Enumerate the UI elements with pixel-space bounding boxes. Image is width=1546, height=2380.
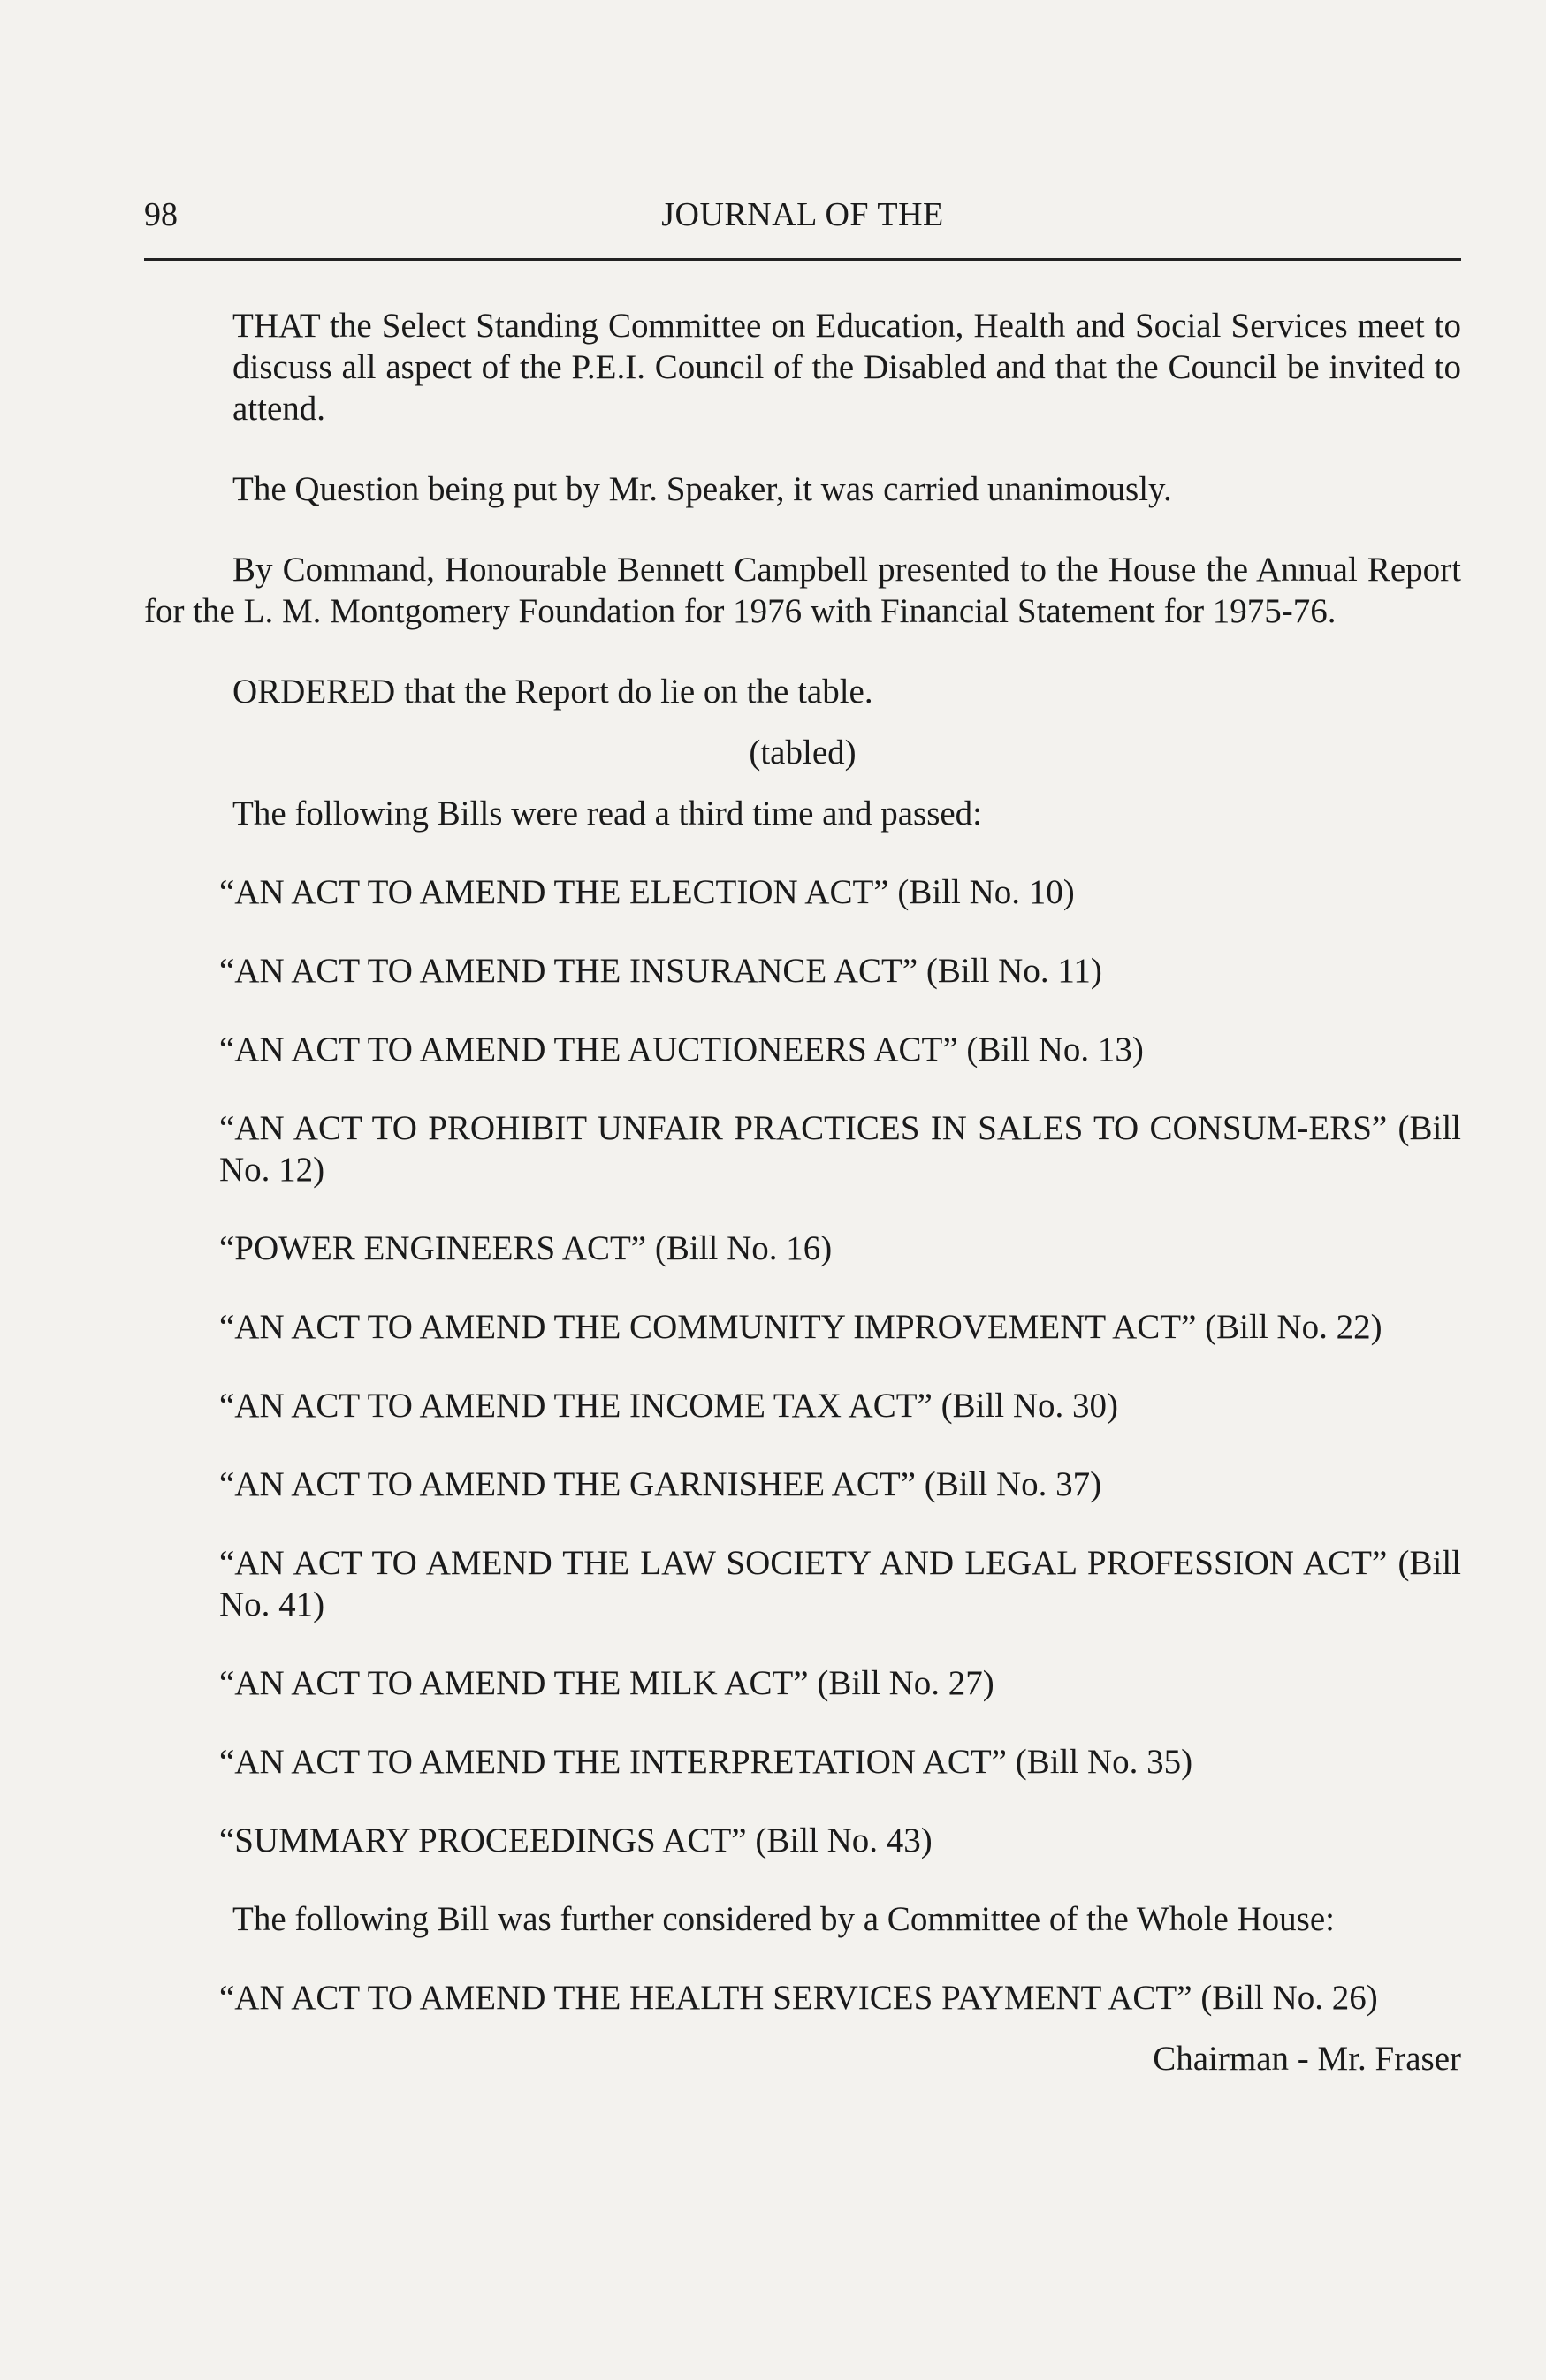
question-paragraph: The Question being put by Mr. Speaker, it was carried unanimously. (232, 470, 1172, 508)
committee-bill: “AN ACT TO AMEND THE HEALTH SERVICES PAYMENT ACT” (Bill No. 26) (219, 1979, 1378, 2017)
motion-paragraph: THAT the Select Standing Committee on Education, Health and Social Services meet to discuss all aspect of the P.E.I. Council of the Disabled and that the Council be invited to attend. (232, 307, 1461, 428)
chairman-line: Chairman - Mr. Fraser (1153, 2040, 1461, 2078)
ordered-paragraph: ORDERED that the Report do lie on the table. (232, 673, 873, 711)
bill-item: “AN ACT TO AMEND THE AUCTIONEERS ACT” (Bill No. 13) (219, 1030, 1144, 1068)
page-header (144, 193, 1461, 237)
page-number: 98 (144, 196, 178, 233)
tabled-note: (tabled) (749, 734, 857, 772)
bill-item: “AN ACT TO AMEND THE MILK ACT” (Bill No. 27) (219, 1664, 994, 1702)
bill-item: “AN ACT TO AMEND THE GARNISHEE ACT” (Bill No. 37) (219, 1465, 1102, 1503)
bill-item: “SUMMARY PROCEEDINGS ACT” (Bill No. 43) (219, 1821, 933, 1859)
third-reading-intro: The following Bills were read a third time and passed: (232, 795, 983, 833)
bill-item: “AN ACT TO PROHIBIT UNFAIR PRACTICES IN SALES TO CONSUM-ERS” (Bill No. 12) (219, 1109, 1461, 1189)
header-rule (144, 258, 1461, 261)
bill-item: “AN ACT TO AMEND THE INCOME TAX ACT” (Bill No. 30) (219, 1387, 1119, 1425)
bill-item: “AN ACT TO AMEND THE INTERPRETATION ACT” (Bill No. 35) (219, 1743, 1193, 1781)
journal-body (144, 305, 1461, 2080)
bill-item: “AN ACT TO AMEND THE LAW SOCIETY AND LEGAL PROFESSION ACT” (Bill No. 41) (219, 1544, 1461, 1623)
bill-item: “POWER ENGINEERS ACT” (Bill No. 16) (219, 1229, 833, 1267)
command-paragraph: By Command, Honourable Bennett Campbell presented to the House the Annual Report for the L. M. Montgomery Foundation for 1976 with Financial Statement for 1975-76. (144, 551, 1461, 630)
committee-intro: The following Bill was further considered by a Committee of the Whole House: (232, 1900, 1335, 1938)
bill-item: “AN ACT TO AMEND THE COMMUNITY IMPROVEMENT ACT” (Bill No. 22) (219, 1308, 1382, 1346)
bill-item: “AN ACT TO AMEND THE ELECTION ACT” (Bill No. 10) (219, 873, 1075, 911)
running-head: JOURNAL OF THE (661, 196, 944, 233)
bill-item: “AN ACT TO AMEND THE INSURANCE ACT” (Bill No. 11) (219, 952, 1102, 990)
